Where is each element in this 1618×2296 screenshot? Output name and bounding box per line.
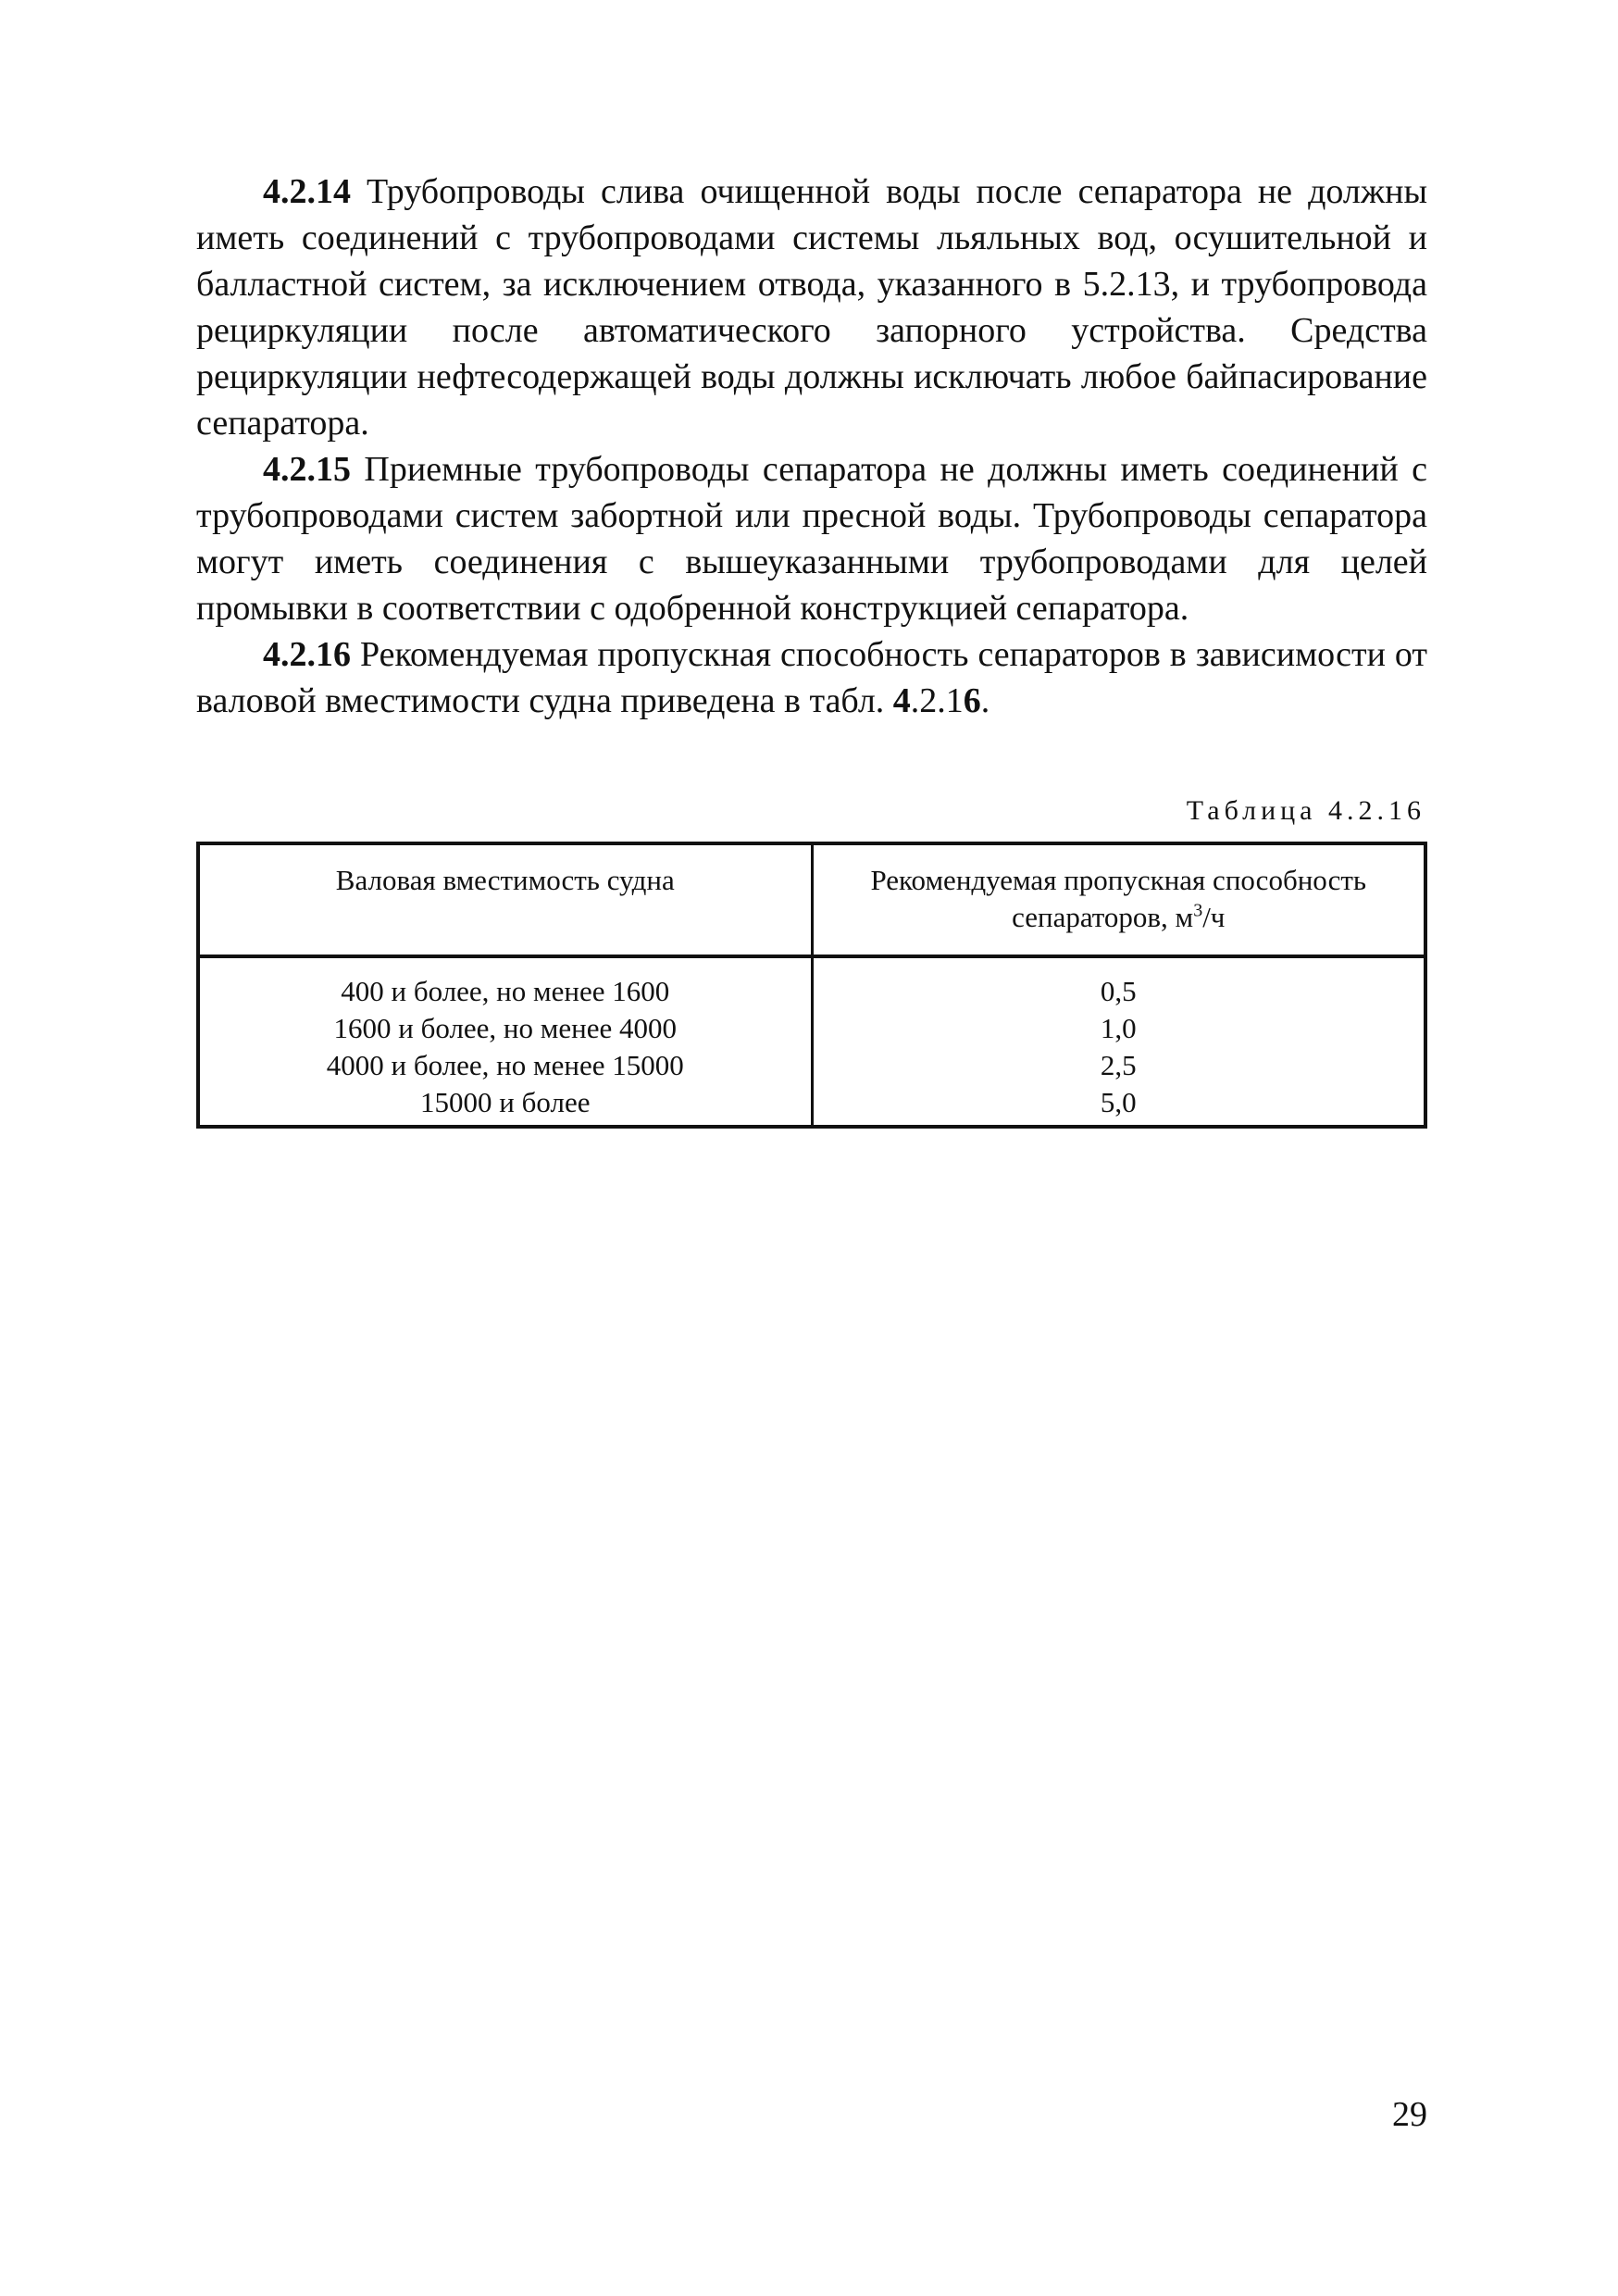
page-number: 29 <box>1392 2095 1427 2134</box>
paragraph-number: 4.2.15 <box>263 450 351 489</box>
table-cell-capacity: 5,0 <box>812 1084 1425 1127</box>
table-container <box>196 842 1427 1129</box>
header-text: /ч <box>1202 901 1226 933</box>
table-reference-part: 4 <box>892 681 911 720</box>
table-cell-tonnage: 1600 и более, но менее 4000 <box>198 1010 812 1047</box>
paragraph-4-2-16 <box>196 631 1427 724</box>
header-cell-tonnage <box>198 843 812 956</box>
header-text: Рекомендуемая пропускная способность <box>870 864 1367 896</box>
paragraph-4-2-15 <box>196 446 1427 631</box>
table-reference <box>893 681 990 720</box>
table-reference-part: . <box>980 681 990 720</box>
table-cell-tonnage: 4000 и более, но менее 15000 <box>198 1047 812 1084</box>
table-row <box>198 1047 1425 1084</box>
header-text: Валовая вместимость судна <box>335 864 675 896</box>
paragraph-text: Трубопроводы слива очищенной воды после сепаратора не должны иметь соединений с трубопроводами системы льяльных вод, осушительной и балластной систем, за исключением отвода, указанного в 5.2.13, и трубопровода рециркуляции после автоматического запорного устройства. Средства рециркуляции нефтесодержащей воды должны исключать любое байпасирование сепаратора. <box>196 172 1427 443</box>
table-header-row <box>198 843 1425 956</box>
superscript: 3 <box>1193 900 1203 921</box>
paragraph-number: 4.2.16 <box>263 635 351 674</box>
table-cell-tonnage: 400 и более, но менее 1600 <box>198 956 812 1010</box>
table-cell-capacity: 2,5 <box>812 1047 1425 1084</box>
table-cell-capacity: 1,0 <box>812 1010 1425 1047</box>
paragraph-text: Рекомендуемая пропускная способность сепараторов в зависимости от валовой вместимости судна приведена в табл. <box>196 635 1427 720</box>
table-reference-part: .2.1 <box>910 681 964 720</box>
table-caption: Таблица 4.2.16 <box>1186 795 1425 826</box>
paragraph-text: Приемные трубопроводы сепаратора не должны иметь соединений с трубопроводами систем забортной или пресной воды. Трубопроводы сепаратора могут иметь соединения с вышеуказанными трубопроводами для целей промывки в соответствии с одобренной конструкцией сепаратора. <box>196 450 1427 628</box>
table-reference-part: 6 <box>963 681 981 720</box>
body-text <box>196 168 1427 724</box>
paragraph-number: 4.2.14 <box>263 172 351 211</box>
table-row <box>198 1084 1425 1127</box>
paragraph-4-2-14 <box>196 168 1427 446</box>
header-cell-capacity <box>812 843 1425 956</box>
table-cell-tonnage: 15000 и более <box>198 1084 812 1127</box>
table-cell-capacity: 0,5 <box>812 956 1425 1010</box>
table-row <box>198 1010 1425 1047</box>
table-row <box>198 956 1425 1010</box>
header-text: сепараторов, м <box>1012 901 1194 933</box>
capacity-table <box>196 842 1427 1129</box>
